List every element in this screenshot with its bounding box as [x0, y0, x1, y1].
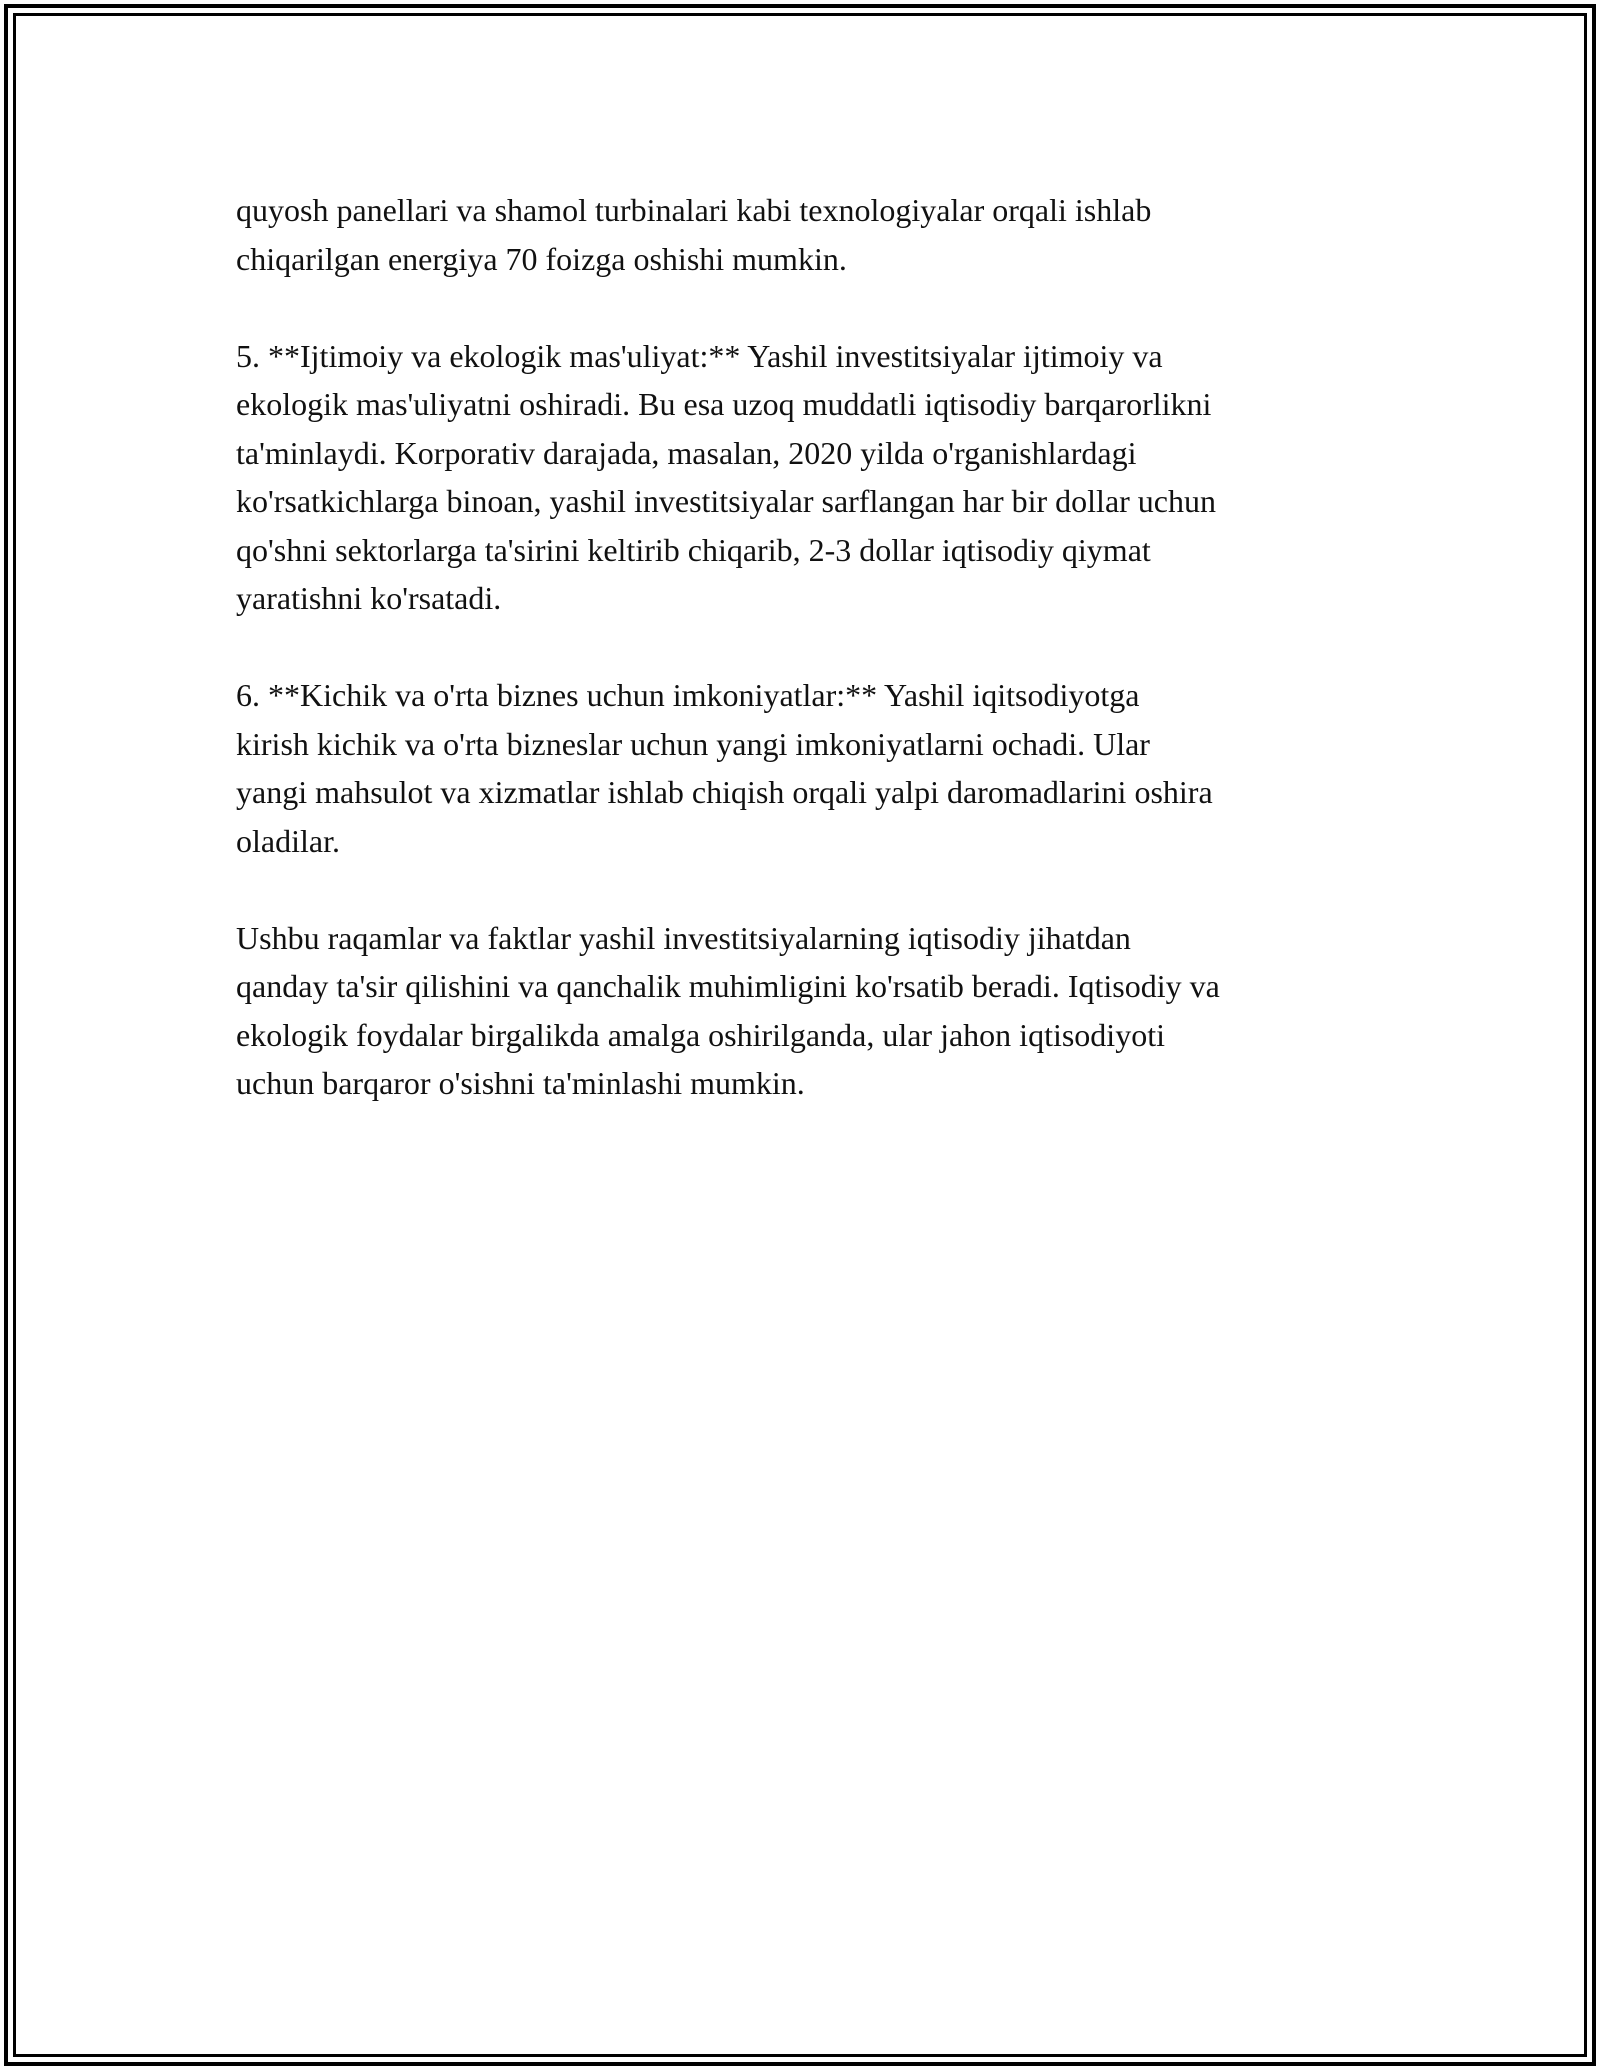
document-body: [236, 186, 1376, 1156]
paragraph-social-ecological-responsibility: 5. **Ijtimoiy va ekologik mas'uliyat:** Yashil investitsiyalar ijtimoiy va ekologik mas'uliyatni oshiradi. Bu esa uzoq muddatli iqtisodiy barqarorlikni ta'minlaydi. Korporativ darajada, masalan, 2020 yilda o'rganishlardagi ko'rsatkichlarga binoan, yashil investitsiyalar sarflangan har bir dollar uchun qo'shni sektorlarga ta'sirini keltirib chiqarib, 2-3 dollar iqtisodiy qiymat yaratishni ko'rsatadi.: [236, 337, 1216, 616]
paragraph-continuation: quyosh panellari va shamol turbinalari kabi texnologiyalar orqali ishlab chiqarilgan energiya 70 foizga oshishi mumkin.: [236, 192, 1152, 277]
paragraph-small-medium-business: 6. **Kichik va o'rta biznes uchun imkoniyatlar:** Yashil iqitsodiyotga kirish kichik va o'rta bizneslar uchun yangi imkoniyatlarni ochadi. Ular yangi mahsulot va xizmatlar ishlab chiqish orqali yalpi daromadlarini oshira oladilar.: [236, 677, 1213, 859]
paragraph-conclusion: Ushbu raqamlar va faktlar yashil investitsiyalarning iqtisodiy jihatdan qanday ta'sir qilishini va qanchalik muhimligini ko'rsatib beradi. Iqtisodiy va ekologik foydalar birgalikda amalga oshirilganda, ular jahon iqtisodiyoti uchun barqaror o'sishni ta'minlashi mumkin.: [236, 919, 1220, 1101]
